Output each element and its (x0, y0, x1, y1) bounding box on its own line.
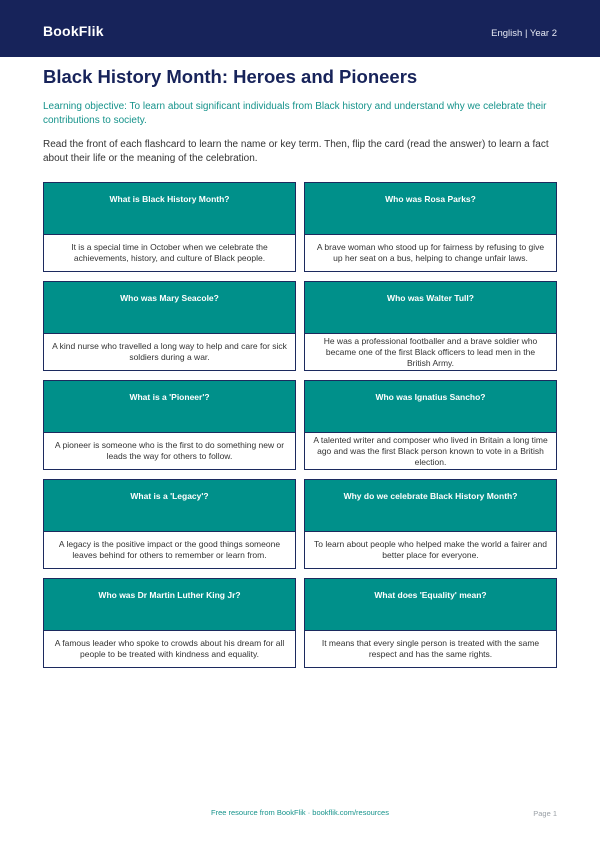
flashcard[interactable] (304, 479, 557, 569)
flashcard-answer: A famous leader who spoke to crowds about his dream for all people to be treated with kindness and equality. (44, 630, 295, 667)
flashcard-answer: To learn about people who helped make the world a fairer and better place for everyone. (305, 531, 556, 568)
flashcard-question: Who was Walter Tull? (305, 282, 556, 333)
page-title: Black History Month: Heroes and Pioneers (43, 66, 418, 87)
flashcard-answer: A brave woman who stood up for fairness by refusing to give up her seat on a bus, helping to change unfair laws. (305, 234, 556, 271)
page-number: Page 1 (533, 809, 557, 818)
flashcard-answer: A talented writer and composer who lived in Britain a long time ago and was the first Black person known to vote in a British election. (305, 432, 556, 469)
flashcard[interactable] (304, 281, 557, 371)
flashcard[interactable] (43, 380, 296, 470)
flashcard-answer: It is a special time in October when we celebrate the achievements, history, and culture of Black people. (44, 234, 295, 271)
flashcard-answer: A legacy is the positive impact or the good things someone leaves behind for others to remember or learn from. (44, 531, 295, 568)
instructions: Read the front of each flashcard to learn the name or key term. Then, flip the card (read the answer) to learn a fact about their life or the meaning of the celebration. (43, 139, 549, 164)
flashcard[interactable] (43, 578, 296, 668)
flashcard[interactable] (43, 281, 296, 371)
learning-objective: Learning objective: To learn about significant individuals from Black history and understand why we celebrate their contributions to society. (43, 101, 547, 126)
footer-link[interactable]: Free resource from BookFlik · bookflik.com/resources (211, 808, 389, 817)
flashcard-answer: He was a professional footballer and a brave soldier who became one of the first Black officers to lead men in the British Army. (305, 333, 556, 370)
subject-year-label: English | Year 2 (491, 28, 557, 39)
flashcard-question: What does 'Equality' mean? (305, 579, 556, 630)
flashcard[interactable] (304, 578, 557, 668)
flashcard-question: Who was Mary Seacole? (44, 282, 295, 333)
header-bar (0, 0, 600, 57)
flashcard-question: Who was Dr Martin Luther King Jr? (44, 579, 295, 630)
flashcard-question: What is a 'Legacy'? (44, 480, 295, 531)
flashcard-question: Who was Rosa Parks? (305, 183, 556, 234)
brand-logo[interactable]: BookFlik (43, 23, 104, 39)
flashcard[interactable] (43, 479, 296, 569)
flashcard-answer: A pioneer is someone who is the first to do something new or leads the way for others to follow. (44, 432, 295, 469)
flashcard-answer: It means that every single person is treated with the same respect and has the same rights. (305, 630, 556, 667)
flashcard-question: What is a 'Pioneer'? (44, 381, 295, 432)
flashcard-question: Why do we celebrate Black History Month? (305, 480, 556, 531)
flashcard[interactable] (43, 182, 296, 272)
flashcard-question: What is Black History Month? (44, 183, 295, 234)
flashcard-question: Who was Ignatius Sancho? (305, 381, 556, 432)
flashcard-answer: A kind nurse who travelled a long way to help and care for sick soldiers during a war. (44, 333, 295, 370)
flashcard[interactable] (304, 182, 557, 272)
flashcard[interactable] (304, 380, 557, 470)
flashcard-grid (43, 182, 557, 668)
